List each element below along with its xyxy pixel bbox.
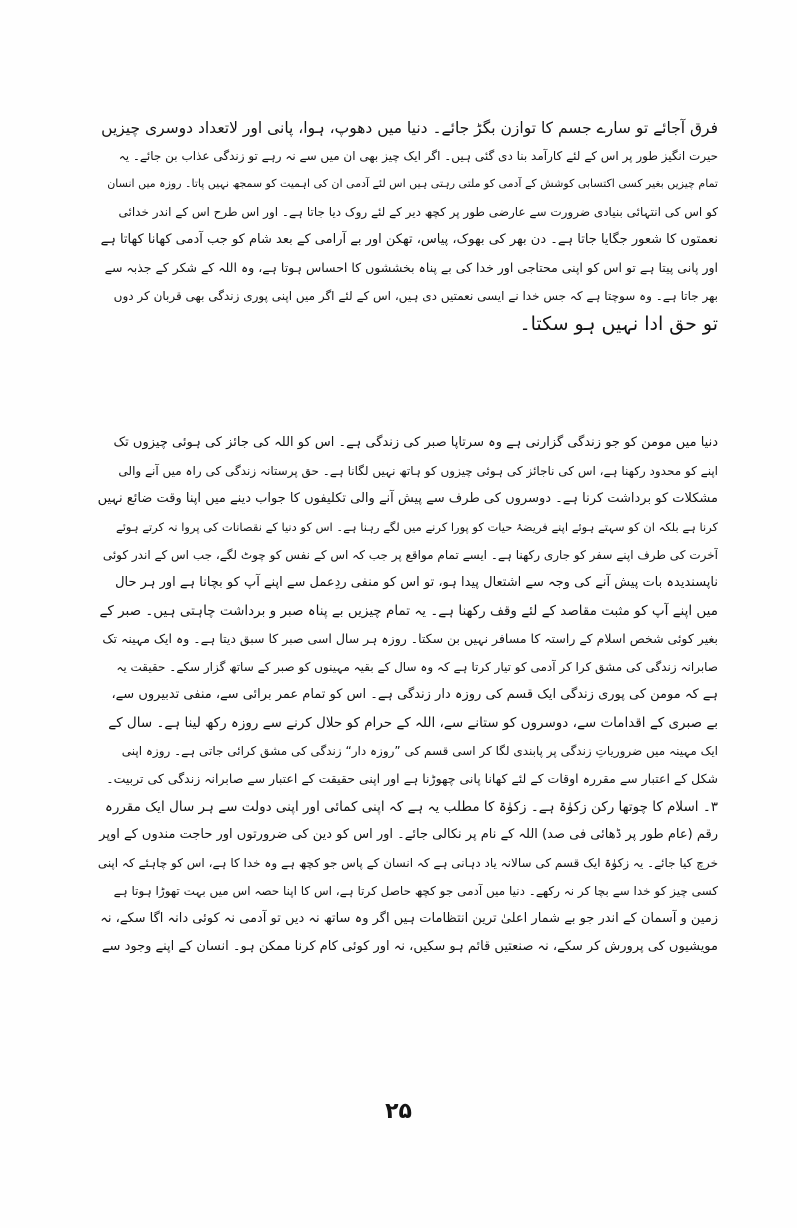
text-line: بے صبری کے اقدامات سے، دوسروں کو ستانے سے، اللہ کے حرام کو حلال کرنے سے روزہ رکھ لینا ہے۔ سال کے	[108, 715, 718, 731]
text-line: تو حق ادا نہیں ہو سکتا۔	[519, 314, 718, 335]
text-line: دنیا میں مومن کو جو زندگی گزارنی ہے وہ سرتاپا صبر کی زندگی ہے۔ اس کو اللہ کی جائز کی ہوئی چیزوں تک	[113, 435, 718, 450]
paragraph-patience-and-zakat	[98, 433, 718, 965]
text-line: اور پانی پیتا ہے تو اس کو اپنی محتاجی اور خدا کی بے پناہ بخششوں کا احساس ہوتا ہے، وہ اللہ کے شکر کے جذبہ سے	[104, 260, 718, 275]
text-line: کرنا ہے بلکہ ان کو سہتے ہوئے اپنے فریضۂ حیات کو پورا کرنے میں لگے رہنا ہے۔ اس کو دنیا کے نقصانات کی پروا نہ کرتے ہوئے	[115, 520, 718, 534]
text-line: رقم (عام طور پر ڈھائی فی صد) اللہ کے نام پر نکالی جائے۔ اور اس کو دین کی ضرورتوں اور حاجت مندوں کے اوپر	[99, 827, 718, 842]
text-line: بھر جاتا ہے۔ وہ سوچتا ہے کہ جس خدا نے ایسی نعمتیں دی ہیں، اس کے لئے اگر میں اپنی پوری زندگی بھی قربان کر دوں	[113, 289, 718, 303]
text-line: زمین و آسمان کے اندر جو بے شمار اعلیٰ ترین انتظامات ہیں اگر وہ ساتھ نہ دیں تو آدمی نہ کوئی دانہ اگا سکے، نہ	[100, 911, 718, 926]
text-line: نعمتوں کا شعور جگایا جاتا ہے۔ دن بھر کی بھوک، پیاس، تھکن اور بے آرامی کے بعد شام کو جب آدمی کھانا کھاتا ہے	[100, 232, 718, 247]
text-line: ۳۔ اسلام کا چوتھا رکن زکوٰۃ ہے۔ زکوٰۃ کا مطلب یہ ہے کہ اپنی کمائی اور اپنی دولت سے ہر سال ایک مقررہ	[104, 799, 718, 815]
text-line: حیرت انگیز طور پر اس کے لئے کارآمد بنا دی گئی ہیں۔ اگر ایک چیز بھی ان میں سے نہ رہے تو زندگی عذاب بن جائے۔ یہ	[118, 149, 718, 163]
text-line: کو اس کی انتہائی بنیادی ضرورت سے عارضی طور پر کچھ دیر کے لئے روک دیا جاتا ہے۔ اور اس طرح اس کے اندر خدائی	[118, 205, 718, 219]
text-line: ناپسندیدہ بات پیش آنے کی وجہ سے اشتعال پیدا ہو، تو اس کو منفی ردِعمل سے اپنے آپ کو بچانا ہے اور ہر حال	[115, 575, 718, 590]
text-line: شکل کے اعتبار سے مقررہ اوقات کے لئے کھانا پانی چھوڑنا ہے اور اپنی حقیقت کے اعتبار سے صابرانہ زندگی کی تربیت۔	[106, 771, 718, 786]
text-line: تمام چیزیں بغیر کسی اکتسابی کوشش کے آدمی کو ملتی رہتی ہیں اس لئے آدمی ان کی اہمیت کو سمجھ نہیں پاتا۔ روزہ میں انسان	[107, 177, 718, 190]
text-line: مویشیوں کی پرورش کر سکے، نہ صنعتیں قائم ہو سکیں، نہ اور کوئی کام کرنا ممکن ہو۔ انسان کے اپنے وجود سے	[101, 939, 718, 954]
page-number: ۲۵	[385, 1099, 412, 1124]
text-line: اپنے کو محدود رکھنا ہے، اس کی ناجائز کی ہوئی چیزوں کو ہاتھ نہیں لگانا ہے۔ حق پرستانہ زندگی کی راہ میں آنے والی	[118, 464, 718, 478]
text-line: کسی چیز کو خدا سے بچا کر نہ رکھے۔ دنیا میں آدمی جو کچھ حاصل کرتا ہے، اس کا اپنا حصہ اس میں بہت تھوڑا ہوتا ہے	[113, 884, 718, 898]
text-line: صابرانہ زندگی کی مشق کرا کر آدمی کو تیار کرتا ہے کہ وہ سال کے بقیہ مہینوں کو صبر کے ساتھ گزار سکے۔ حقیقت یہ	[116, 660, 718, 674]
text-line: میں اپنے آپ کو مثبت مقاصد کے لئے وقف رکھنا ہے۔ یہ تمام چیزیں بے پناہ صبر و برداشت چاہتی ہیں۔ صبر کے	[99, 603, 718, 619]
text-line: ہے کہ مومن کی پوری زندگی ایک قسم کی روزہ دار زندگی ہے۔ اس کو تمام عمر برائی سے، منفی تدبیروں سے،	[111, 687, 718, 702]
text-line: خرچ کیا جائے۔ یہ زکوٰۃ ایک قسم کی سالانہ یاد دہانی ہے کہ انسان کے پاس جو کچھ ہے وہ خدا کا ہے، اس کو چاہئے کہ اپنی	[98, 856, 718, 870]
text-line: آخرت کی طرف اپنے سفر کو جاری رکھنا ہے۔ ایسے تمام مواقع پر جب کہ اس کے نفس کو چوٹ لگے، جب اس کے اندر کوئی	[102, 548, 718, 562]
text-line: فرق آجائے تو سارے جسم کا توازن بگڑ جائے۔ دنیا میں دھوپ، ہوا، پانی اور لاتعداد دوسری چیزیں	[101, 119, 718, 137]
text-line: ایک مہینہ میں ضروریاتِ زندگی پر پابندی لگا کر اسی قسم کی ”روزہ دار“ زندگی کی مشق کرائی جاتی ہے۔ روزہ اپنی	[121, 744, 718, 758]
paragraph-fasting-blessings	[98, 118, 718, 342]
text-line: مشکلات کو برداشت کرنا ہے۔ دوسروں کی طرف سے پیش آنے والی تکلیفوں کا جواب دینے میں اپنا وقت ضائع نہیں	[98, 491, 718, 506]
text-line: بغیر کوئی شخص اسلام کے راستہ کا مسافر نہیں بن سکتا۔ روزہ ہر سال اسی صبر کا سبق دیتا ہے۔ وہ ایک مہینہ تک	[102, 631, 718, 646]
